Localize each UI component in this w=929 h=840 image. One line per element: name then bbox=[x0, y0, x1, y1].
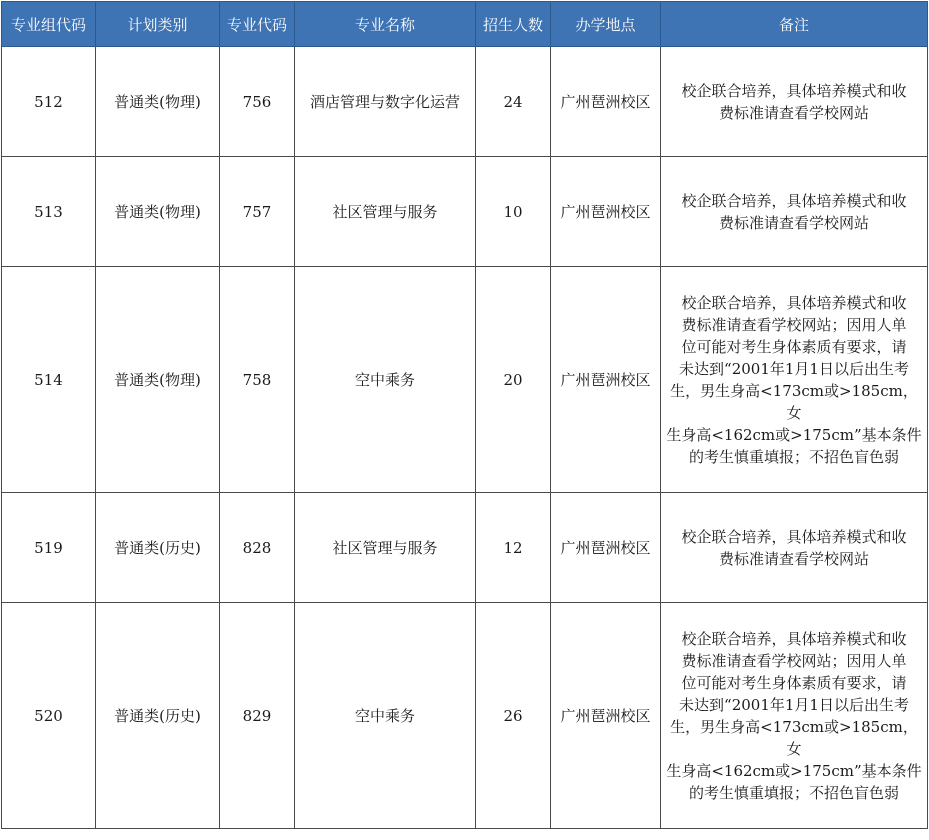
table-row bbox=[2, 47, 928, 157]
note-line: 未达到“2001年1月1日以后出生考 bbox=[679, 359, 909, 378]
note-line: 校企联合培养，具体培养模式和收 bbox=[681, 629, 907, 648]
note-line: 费标准请查看学校网站；因用人单 bbox=[681, 315, 907, 334]
header-note: 备注 bbox=[661, 2, 928, 47]
admissions-plan-table bbox=[1, 1, 928, 829]
group-code-cell: 520 bbox=[2, 603, 96, 829]
header-group-code: 专业组代码 bbox=[2, 2, 96, 47]
major-code-cell: 756 bbox=[220, 47, 295, 157]
major-name-cell: 空中乘务 bbox=[295, 603, 476, 829]
note-line: 校企联合培养，具体培养模式和收 bbox=[681, 81, 907, 100]
note-line: 费标准请查看学校网站；因用人单 bbox=[681, 651, 907, 670]
table-row bbox=[2, 493, 928, 603]
note-line: 生，男生身高<173cm或>185cm，女 bbox=[670, 381, 918, 422]
table-row bbox=[2, 267, 928, 493]
plan-type-cell: 普通类(物理) bbox=[96, 47, 220, 157]
note-line: 费标准请查看学校网站 bbox=[718, 549, 869, 568]
note-cell bbox=[661, 603, 928, 829]
group-code-cell: 519 bbox=[2, 493, 96, 603]
note-line: 的考生慎重填报；不招色盲色弱 bbox=[688, 447, 899, 466]
header-plan-type: 计划类别 bbox=[96, 2, 220, 47]
note-line: 生，男生身高<173cm或>185cm，女 bbox=[670, 717, 918, 758]
campus-cell: 广州琶洲校区 bbox=[551, 493, 661, 603]
major-code-cell: 829 bbox=[220, 603, 295, 829]
campus-cell: 广州琶洲校区 bbox=[551, 157, 661, 267]
note-line: 校企联合培养，具体培养模式和收 bbox=[681, 527, 907, 546]
major-name-cell: 社区管理与服务 bbox=[295, 157, 476, 267]
plan-type-cell: 普通类(物理) bbox=[96, 157, 220, 267]
note-cell bbox=[661, 267, 928, 493]
note-line: 费标准请查看学校网站 bbox=[718, 103, 869, 122]
major-code-cell: 758 bbox=[220, 267, 295, 493]
campus-cell: 广州琶洲校区 bbox=[551, 603, 661, 829]
enrollment-cell: 20 bbox=[476, 267, 551, 493]
note-cell bbox=[661, 157, 928, 267]
group-code-cell: 514 bbox=[2, 267, 96, 493]
plan-type-cell: 普通类(历史) bbox=[96, 493, 220, 603]
campus-cell: 广州琶洲校区 bbox=[551, 47, 661, 157]
enrollment-cell: 26 bbox=[476, 603, 551, 829]
note-line: 校企联合培养，具体培养模式和收 bbox=[681, 293, 907, 312]
header-row bbox=[2, 2, 928, 47]
major-name-cell: 空中乘务 bbox=[295, 267, 476, 493]
note-line: 位可能对考生身体素质有要求，请 bbox=[681, 337, 907, 356]
major-name-cell: 酒店管理与数字化运营 bbox=[295, 47, 476, 157]
enrollment-cell: 12 bbox=[476, 493, 551, 603]
campus-cell: 广州琶洲校区 bbox=[551, 267, 661, 493]
group-code-cell: 513 bbox=[2, 157, 96, 267]
note-line: 费标准请查看学校网站 bbox=[718, 213, 869, 232]
note-line: 校企联合培养，具体培养模式和收 bbox=[681, 191, 907, 210]
plan-type-cell: 普通类(物理) bbox=[96, 267, 220, 493]
table-row bbox=[2, 603, 928, 829]
note-line: 生身高<162cm或>175cm”基本条件 bbox=[666, 425, 922, 444]
group-code-cell: 512 bbox=[2, 47, 96, 157]
note-line: 未达到“2001年1月1日以后出生考 bbox=[679, 695, 909, 714]
note-line: 的考生慎重填报；不招色盲色弱 bbox=[688, 783, 899, 802]
header-enrollment: 招生人数 bbox=[476, 2, 551, 47]
enrollment-cell: 24 bbox=[476, 47, 551, 157]
note-cell bbox=[661, 47, 928, 157]
major-code-cell: 828 bbox=[220, 493, 295, 603]
major-name-cell: 社区管理与服务 bbox=[295, 493, 476, 603]
plan-type-cell: 普通类(历史) bbox=[96, 603, 220, 829]
table-row bbox=[2, 157, 928, 267]
note-line: 生身高<162cm或>175cm”基本条件 bbox=[666, 761, 922, 780]
header-campus: 办学地点 bbox=[551, 2, 661, 47]
header-major-code: 专业代码 bbox=[220, 2, 295, 47]
note-line: 位可能对考生身体素质有要求，请 bbox=[681, 673, 907, 692]
header-major-name: 专业名称 bbox=[295, 2, 476, 47]
major-code-cell: 757 bbox=[220, 157, 295, 267]
enrollment-cell: 10 bbox=[476, 157, 551, 267]
note-cell bbox=[661, 493, 928, 603]
